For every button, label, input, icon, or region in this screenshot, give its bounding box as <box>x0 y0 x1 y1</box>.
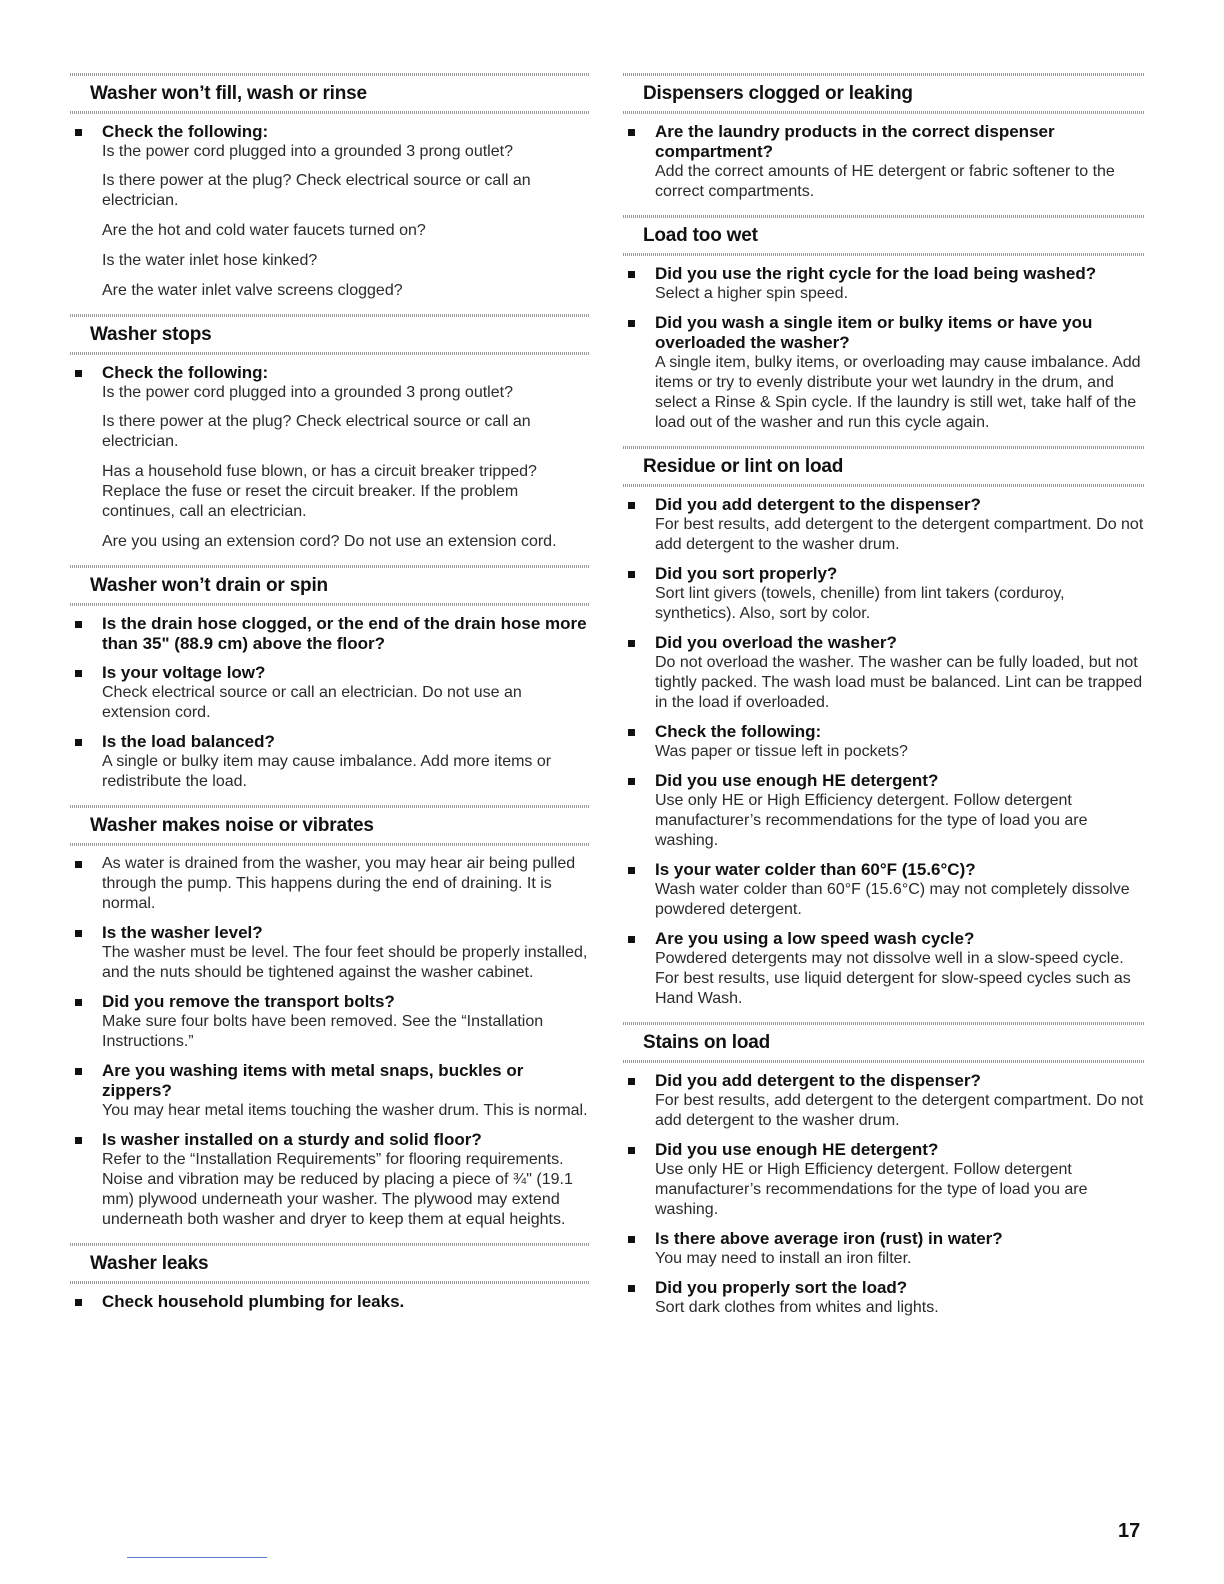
square-bullet-icon <box>628 320 635 327</box>
question: Check household plumbing for leaks. <box>102 1292 405 1311</box>
question: Did you properly sort the load? <box>655 1278 908 1297</box>
square-bullet-icon <box>75 930 82 937</box>
section-title: Load too wet <box>643 225 758 246</box>
answer: The washer must be level. The four feet should be properly installed, and the nuts should be tightened against the washer cabinet. <box>102 944 588 981</box>
list-item <box>623 1071 1145 1131</box>
question: Check the following: <box>102 122 269 141</box>
troubleshooting-list <box>70 1292 590 1312</box>
section-residue-or-lint-on-load <box>623 445 1145 1009</box>
square-bullet-icon <box>628 571 635 578</box>
troubleshooting-list <box>70 122 590 162</box>
section-washer-leaks <box>70 1242 590 1312</box>
answer: Sort lint givers (towels, chenille) from lint takers (corduroy, synthetics). Also, sort by color. <box>655 585 1065 622</box>
answer: As water is drained from the washer, you may hear air being pulled through the pump. This happens during the end of draining. It is normal. <box>102 855 576 912</box>
answer: You may need to install an iron filter. <box>655 1250 912 1267</box>
section-header <box>623 1021 1145 1065</box>
list-item <box>623 313 1145 433</box>
question: Are you using a low speed wash cycle? <box>655 929 975 948</box>
answer: Add the correct amounts of HE detergent or fabric softener to the correct compartments. <box>655 163 1115 200</box>
section-washer-won-t-drain-or-spin <box>70 564 590 792</box>
detail-paragraph: Is there power at the plug? Check electrical source or call an electrician. <box>102 413 531 450</box>
question: Check the following: <box>655 722 822 741</box>
square-bullet-icon <box>628 271 635 278</box>
question: Is there above average iron (rust) in water? <box>655 1229 1003 1248</box>
question: Did you add detergent to the dispenser? <box>655 495 981 514</box>
square-bullet-icon <box>75 129 82 136</box>
square-bullet-icon <box>628 1285 635 1292</box>
question: Is washer installed on a sturdy and solid floor? <box>102 1130 482 1149</box>
square-bullet-icon <box>75 621 82 628</box>
list-item <box>70 1061 590 1121</box>
answer: Was paper or tissue left in pockets? <box>655 743 908 760</box>
answer: A single or bulky item may cause imbalance. Add more items or redistribute the load. <box>102 753 552 790</box>
answer: Make sure four bolts have been removed. See the “Installation Instructions.” <box>102 1013 544 1050</box>
question: Did you use the right cycle for the load being washed? <box>655 264 1097 283</box>
section-title: Washer leaks <box>90 1253 209 1274</box>
square-bullet-icon <box>628 1147 635 1154</box>
section-title: Washer won’t drain or spin <box>90 575 328 596</box>
list-item <box>70 923 590 983</box>
right-column <box>623 72 1145 1330</box>
section-washer-stops <box>70 313 590 552</box>
question: Did you use enough HE detergent? <box>655 1140 939 1159</box>
list-item <box>623 633 1145 713</box>
answer: A single item, bulky items, or overloading may cause imbalance. Add items or try to evenly distribute your wet laundry in the drum, and select a Rinse & Spin cycle. If the laundry is still wet, take half of the load out of the washer and run this cycle again. <box>655 354 1141 431</box>
answer: Sort dark clothes from whites and lights. <box>655 1299 939 1316</box>
list-item <box>623 722 1145 762</box>
list-item <box>70 1130 590 1230</box>
square-bullet-icon <box>628 1236 635 1243</box>
question: Is your water colder than 60°F (15.6°C)? <box>655 860 976 879</box>
square-bullet-icon <box>628 778 635 785</box>
question: Is your voltage low? <box>102 663 266 682</box>
list-item <box>70 854 590 914</box>
question: Did you wash a single item or bulky items or have you overloaded the washer? <box>655 313 1093 352</box>
section-header <box>623 72 1145 116</box>
answer: Powdered detergents may not dissolve well in a slow-speed cycle. For best results, use liquid detergent for slow-speed cycles such as Hand Wash. <box>655 950 1131 1007</box>
square-bullet-icon <box>75 670 82 677</box>
section-stains-on-load <box>623 1021 1145 1318</box>
question: Did you sort properly? <box>655 564 838 583</box>
list-item <box>623 1140 1145 1220</box>
section-title: Washer makes noise or vibrates <box>90 815 374 836</box>
square-bullet-icon <box>75 999 82 1006</box>
list-item <box>623 564 1145 624</box>
troubleshooting-list <box>623 122 1145 202</box>
section-header <box>623 214 1145 258</box>
section-title: Washer stops <box>90 324 212 345</box>
list-item <box>623 264 1145 304</box>
section-dispensers-clogged-or-leaking <box>623 72 1145 202</box>
list-item <box>623 1229 1145 1269</box>
section-header <box>70 313 590 357</box>
square-bullet-icon <box>628 1078 635 1085</box>
square-bullet-icon <box>75 1299 82 1306</box>
question: Did you add detergent to the dispenser? <box>655 1071 981 1090</box>
answer: Check electrical source or call an electrician. Do not use an extension cord. <box>102 684 522 721</box>
square-bullet-icon <box>628 129 635 136</box>
list-item <box>70 992 590 1052</box>
detail-paragraph: Is there power at the plug? Check electrical source or call an electrician. <box>102 172 531 209</box>
square-bullet-icon <box>75 1137 82 1144</box>
answer: Do not overload the washer. The washer can be fully loaded, but not tightly packed. The wash load must be balanced. Lint can be trapped in the load if overloaded. <box>655 654 1143 711</box>
detail-paragraph: Are you using an extension cord? Do not use an extension cord. <box>102 533 557 550</box>
list-item <box>623 1278 1145 1318</box>
troubleshooting-list <box>623 264 1145 433</box>
question: Is the washer level? <box>102 923 263 942</box>
question: Are you washing items with metal snaps, buckles or zippers? <box>102 1061 524 1100</box>
square-bullet-icon <box>75 370 82 377</box>
answer: Use only HE or High Efficiency detergent. Follow detergent manufacturer’s recommendations for the type of load you are washing. <box>655 1161 1088 1218</box>
question: Did you remove the transport bolts? <box>102 992 395 1011</box>
list-item <box>70 122 590 162</box>
troubleshooting-list <box>70 363 590 403</box>
answer: Select a higher spin speed. <box>655 285 849 302</box>
detail-paragraph: Has a household fuse blown, or has a circuit breaker tripped? Replace the fuse or reset the circuit breaker. If the problem continues, call an electrician. <box>102 463 537 520</box>
square-bullet-icon <box>628 936 635 943</box>
square-bullet-icon <box>75 861 82 868</box>
detail-paragraph: Are the water inlet valve screens clogged? <box>102 282 403 299</box>
square-bullet-icon <box>628 502 635 509</box>
list-item <box>623 929 1145 1009</box>
troubleshooting-list <box>70 614 590 792</box>
question: Is the drain hose clogged, or the end of the drain hose more than 35" (88.9 cm) above the floor? <box>102 614 587 653</box>
troubleshooting-list <box>623 495 1145 1009</box>
square-bullet-icon <box>75 739 82 746</box>
list-item <box>623 122 1145 202</box>
square-bullet-icon <box>628 640 635 647</box>
section-header <box>70 804 590 848</box>
list-item <box>70 732 590 792</box>
detail-paragraph: Is the water inlet hose kinked? <box>102 252 318 269</box>
section-washer-won-t-fill-wash-or-rinse <box>70 72 590 301</box>
answer: Refer to the “Installation Requirements” for flooring requirements. Noise and vibration may be reduced by placing a piece of ¾" (19.1 mm) plywood underneath your washer. The plywood may extend underneath both washer and dryer to keep them at equal heights. <box>102 1151 573 1228</box>
answer: For best results, add detergent to the detergent compartment. Do not add detergent to the washer drum. <box>655 516 1144 553</box>
troubleshooting-list <box>70 854 590 1230</box>
answer: Wash water colder than 60°F (15.6°C) may not completely dissolve powdered detergent. <box>655 881 1130 918</box>
section-header <box>623 445 1145 489</box>
list-item <box>70 1292 590 1312</box>
section-header <box>70 72 590 116</box>
answer: Use only HE or High Efficiency detergent. Follow detergent manufacturer’s recommendations for the type of load you are washing. <box>655 792 1088 849</box>
square-bullet-icon <box>628 867 635 874</box>
list-item <box>70 663 590 723</box>
list-item <box>70 363 590 403</box>
square-bullet-icon <box>628 729 635 736</box>
square-bullet-icon <box>75 1068 82 1075</box>
section-header <box>70 564 590 608</box>
question: Did you overload the washer? <box>655 633 897 652</box>
answer: Is the power cord plugged into a grounded 3 prong outlet? <box>102 143 513 160</box>
section-title: Dispensers clogged or leaking <box>643 83 913 104</box>
section-washer-makes-noise-or-vibrates <box>70 804 590 1230</box>
answer: You may hear metal items touching the washer drum. This is normal. <box>102 1102 588 1119</box>
list-item <box>623 860 1145 920</box>
section-header <box>70 1242 590 1286</box>
list-item <box>70 614 590 654</box>
question: Check the following: <box>102 363 269 382</box>
list-item <box>623 771 1145 851</box>
footer-rule <box>127 1557 267 1558</box>
question: Did you use enough HE detergent? <box>655 771 939 790</box>
question: Is the load balanced? <box>102 732 275 751</box>
answer: Is the power cord plugged into a grounded 3 prong outlet? <box>102 384 513 401</box>
question: Are the laundry products in the correct dispenser compartment? <box>655 122 1055 161</box>
page-number: 17 <box>1118 1520 1141 1542</box>
section-title: Washer won’t fill, wash or rinse <box>90 83 367 104</box>
list-item <box>623 495 1145 555</box>
answer: For best results, add detergent to the detergent compartment. Do not add detergent to the washer drum. <box>655 1092 1144 1129</box>
section-load-too-wet <box>623 214 1145 433</box>
section-title: Stains on load <box>643 1032 771 1053</box>
left-column <box>70 72 590 1324</box>
detail-paragraph: Are the hot and cold water faucets turned on? <box>102 222 426 239</box>
troubleshooting-list <box>623 1071 1145 1318</box>
section-title: Residue or lint on load <box>643 456 844 477</box>
